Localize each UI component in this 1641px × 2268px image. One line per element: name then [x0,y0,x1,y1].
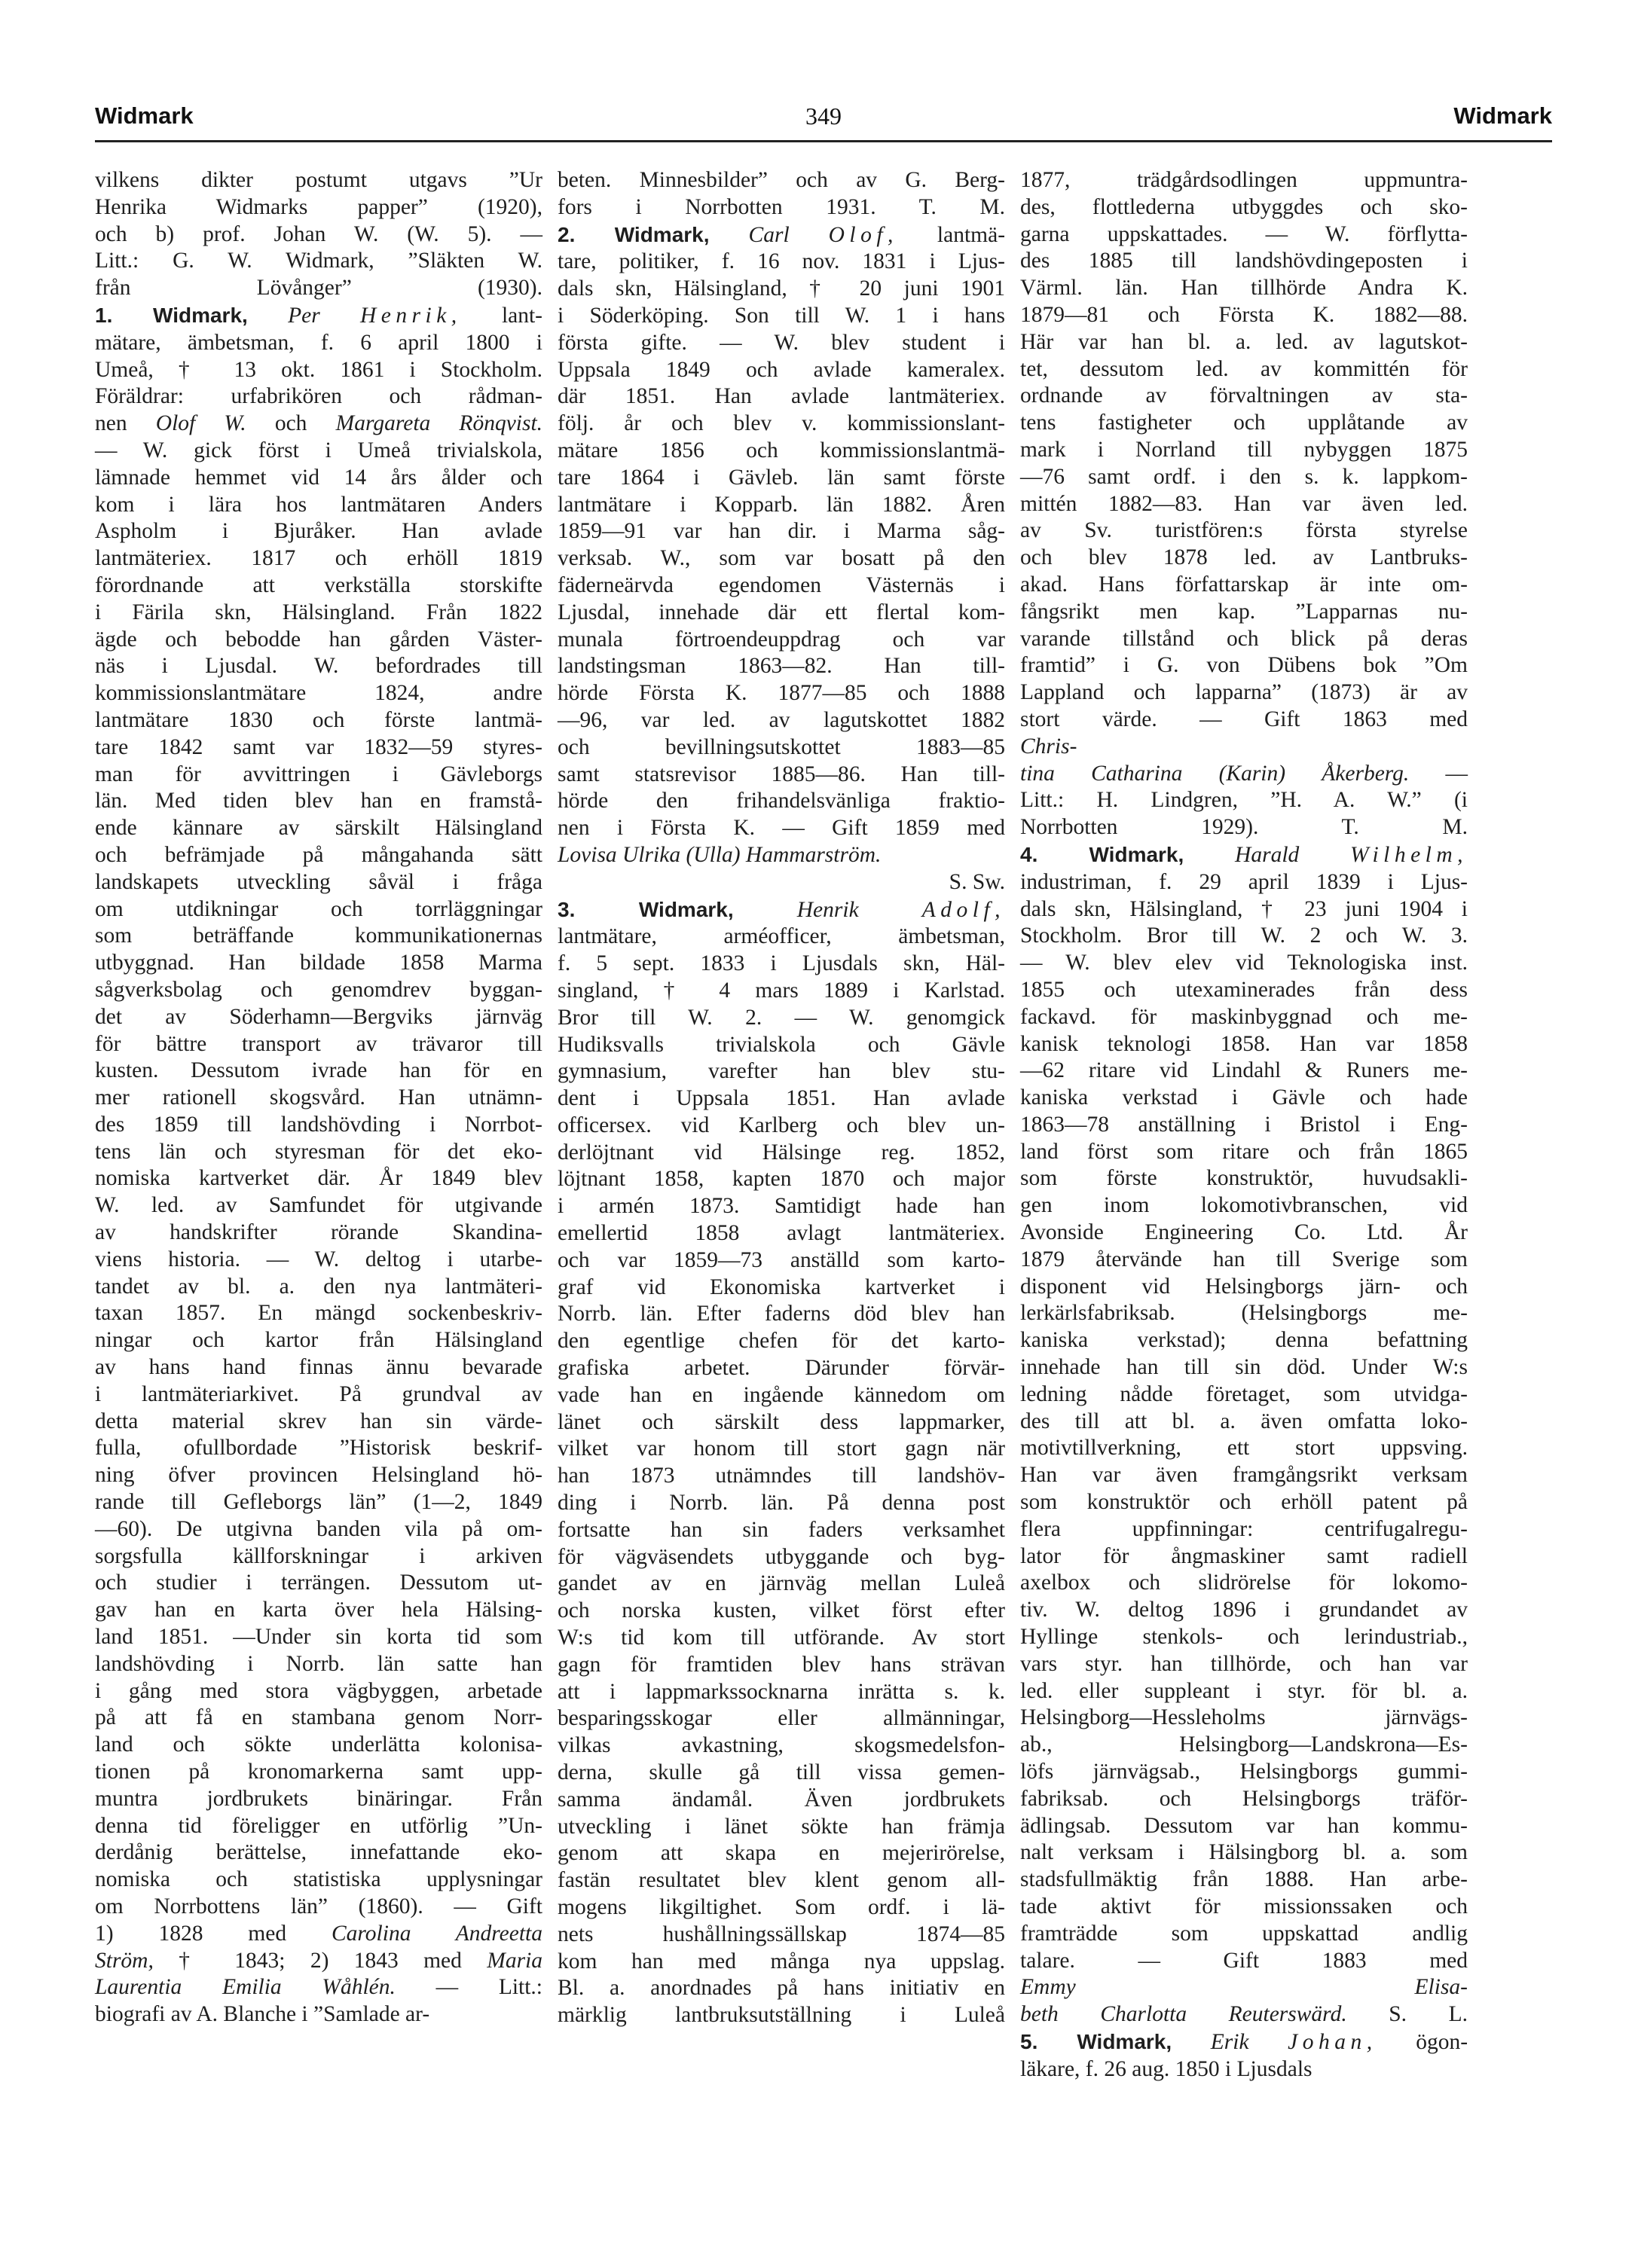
text-line: landstingsman 1863—82. Han till- [558,654,1005,679]
text-line: muntra jordbrukets binäringar. Från [95,1786,542,1811]
text-line: kaniska verkstad i Gävle och hade [1020,1085,1468,1110]
text-line: det av Söderhamn—Bergviks järnväg [95,1004,542,1029]
text-line: Hudiksvalls trivialskola och Gävle [558,1032,1005,1057]
entry-1-marriage-1: 1) 1828 med Carolina Andreetta [95,1921,543,1946]
entry-3-body [558,923,1005,2029]
text-line: verksab. W., som var bosatt på den [558,546,1005,571]
text-line: samma ändamål. Även jordbrukets [558,1787,1005,1812]
text-line: ägde och bebodde han gården Väster- [95,627,542,652]
text-line: — W. gick först i Umeå trivialskola, [95,438,542,462]
text-line: des, flottlederna utbyggdes och sko- [1020,194,1468,219]
text-line: följ. år och blev v. kommissionslant- [558,411,1005,436]
text-line: samt statsrevisor 1885—86. Han till- [558,762,1005,786]
text-line: Bror till W. 2. — W. genomgick [558,1005,1005,1030]
text-line: lator för ångmaskiner samt radiell [1020,1543,1468,1568]
running-header [95,96,1552,142]
text-line: län. Med tiden blev han en framstå- [95,789,542,813]
text-line: emellertid 1858 avlagt lantmäteriex. [558,1221,1005,1246]
text-line: Norrb. län. Efter faderns död blev han [558,1302,1005,1326]
text-line: Hyllinge stenkols- och lerindustriab., [1020,1625,1468,1650]
text-line: i Färila skn, Hälsingland. Från 1822 [95,600,542,624]
text-line: sorgsfulla källforskningar i arkiven [95,1543,542,1568]
text-line: man för avvittringen i Gävleborgs [95,762,542,786]
text-line: tionen på kronomarkerna samt upp- [95,1760,542,1784]
text-line: som beträffande kommunikationernas [95,923,542,948]
text-line: mogens likgiltighet. Som ordf. i lä- [558,1895,1005,1919]
text-line: industriman, f. 29 april 1839 i Ljus- [1020,869,1468,894]
text-line: W:s tid kom till utförande. Av stort [558,1625,1005,1650]
text-line: Avonside Engineering Co. Ltd. År [1020,1220,1468,1245]
text-line: landskapets utveckling såväl i fråga [95,869,542,894]
text-line: tare, politiker, f. 16 nov. 1831 i Ljus- [558,249,1005,274]
text-line: i gång med stora vägbyggen, arbetade [95,1678,542,1703]
text-line: ende kännare av särskilt Hälsingland [95,816,542,841]
text-line: Lappland och lapparna” (1873) är av [1020,680,1468,705]
header-left-title: Widmark [95,102,194,129]
entry-5-heading: 5. Widmark, Erik Johan, ögon- [1020,2029,1468,2054]
text-line: disponent vid Helsingborgs järn- och [1020,1274,1468,1299]
text-line: f. 5 sept. 1833 i Ljusdals skn, Häl- [558,951,1005,976]
text-line: gav han en karta över hela Hälsing- [95,1598,542,1622]
entry-4-body [1020,869,1468,1975]
text-line: löjtnant 1858, kapten 1870 och major [558,1167,1005,1192]
text-line: tiv. W. deltog 1896 i grundandet av [1020,1598,1468,1622]
entry-1-marriage-2: Ström, † 1843; 2) 1843 med Maria [95,1948,543,1973]
text-line: singland, † 4 mars 1889 i Karlstad. [558,978,1005,1003]
text-line: —60). De utgivna banden vila på om- [95,1516,542,1541]
text-line: beten. Minnesbilder” och av G. Berg- [558,168,1005,192]
text-line: som konstruktör och erhöll patent på [1020,1490,1468,1515]
text-line: ning öfver provincen Helsingland hö- [95,1463,542,1488]
text-line: vade han en ingående kännedom om [558,1382,1005,1407]
entry-3-heading: 3. Widmark, Henrik Adolf, [558,897,1006,922]
text-line: grafiska arbetet. Därunder förvär- [558,1356,1005,1381]
text-line: ordnande av förvaltningen av sta- [1020,383,1468,408]
text-line: —62 ritare vid Lindahl & Runers me- [1020,1058,1468,1083]
text-line: tet, dessutom led. av kommittén för [1020,356,1468,381]
text-line: hörde den frihandelsvänliga fraktio- [558,789,1005,813]
text-line: fabriksab. och Helsingborgs träför- [1020,1786,1468,1811]
text-line: att i lappmarkssocknarna inrätta s. k. [558,1679,1005,1704]
entry-2-heading: 2. Widmark, Carl Olof, lantmä- [558,222,1006,247]
text-line: Föräldrar: urfabrikören och rådman- [95,384,542,409]
text-line: des 1859 till landshövding i Norrbot- [95,1112,542,1137]
text-line: garna uppskattades. — W. förflytta- [1020,221,1468,246]
text-line: — W. blev elev vid Teknologiska inst. [1020,951,1468,975]
entry-1-signature-line: fors i Norrbotten 1931. T. M. [558,194,1006,219]
text-line: tens fastigheter och upplåtande av [1020,411,1468,435]
text-line: besparingsskogar eller allmänningar, [558,1706,1005,1731]
text-line: näs i Ljusdal. W. befordrades till [95,654,542,679]
text-line: hörde Första K. 1877—85 och 1888 [558,681,1005,706]
entry-4-spouse-line: Emmy Elisa- [1020,1975,1468,2000]
text-line: landshövding i Norrb. län satte han [95,1651,542,1676]
header-right-title: Widmark [1453,102,1552,129]
text-line: framträdde som uppskattad andlig [1020,1921,1468,1946]
entry-1-lines [95,330,542,411]
text-line: kanisk teknologi 1858. Han var 1858 [1020,1031,1468,1056]
text-line: i armén 1873. Samtidigt hade han [558,1194,1005,1219]
text-line: och befrämjade på mångahanda sätt [95,842,542,867]
text-line: tare 1842 samt var 1832—59 styres- [95,734,542,759]
text-line: munala förtroendeuppdrag och var [558,627,1005,652]
entry-4-signature: S. L. [1389,2002,1468,2027]
text-line: lantmätare 1830 och förste lantmä- [95,707,542,732]
text-line: länet och särskilt dess lappmarker, [558,1409,1005,1434]
text-line: tade aktivt för missionssaken och [1020,1894,1468,1918]
text-line: sågverksbolag och genomdrev byggan- [95,977,542,1002]
text-line: vilket var honom till stort gagn när [558,1436,1005,1461]
text-line: 1863—78 anställning i Bristol i Eng- [1020,1112,1468,1137]
text-line: mer rationell skogsvård. Han utnämn- [95,1085,542,1110]
text-line: och studier i terrängen. Dessutom ut- [95,1571,542,1595]
text-line: om utdikningar och torrläggningar [95,896,542,921]
text-line: W. led. av Samfundet för utgivande [95,1193,542,1218]
text-line: och norska kusten, vilket först efter [558,1598,1005,1623]
text-line: den egentlige chefen för det karto- [558,1329,1005,1354]
text-line: framtid” i G. von Dübens bok ”Om [1020,653,1468,678]
text-line: han 1873 utnämndes till landshöv- [558,1464,1005,1488]
column-3-intro [1020,167,1468,734]
text-line: för bättre transport av trävaror till [95,1031,542,1056]
page-number: 349 [805,102,842,130]
text-line: des till att bl. a. även omfatta loko- [1020,1409,1468,1433]
text-line: i lantmäteriarkivet. På grundval av [95,1381,542,1406]
text-line: märklig lantbruksutställning i Luleå [558,2003,1005,2028]
text-line: officersex. vid Karlberg och blev un- [558,1113,1005,1137]
entry-1-body [95,438,542,1921]
entry-3-signature: T. M. [1341,815,1468,840]
text-line: akad. Hans författarskap är inte om- [1020,572,1468,597]
text-line: Uppsala 1849 och avlade kameralex. [558,357,1005,382]
text-line: Stockholm. Bror till W. 2 och W. 3. [1020,923,1468,948]
text-line: lämnade hemmet vid 14 års ålder och [95,465,542,490]
text-line: av handskrifter rörande Skandina- [95,1220,542,1245]
text-line: derna, skulle gå till vissa gemen- [558,1760,1005,1785]
entry-1-heading: 1. Widmark, Per Henrik, lant- [95,303,542,328]
text-line: lantmäteriex. 1817 och erhöll 1819 [95,546,542,571]
text-line: av hans hand finnas ännu bevarade [95,1355,542,1380]
text-line: gandet av en järnväg mellan Luleå [558,1571,1005,1596]
text-line: dals skn, Hälsingland, † 20 juni 1901 [558,276,1005,301]
text-line: derdånig berättelse, innefattande eko- [95,1840,542,1865]
text-line: för vägväsendets utbyggande och byg- [558,1544,1005,1569]
text-line: lerkärlsfabriksab. (Helsingborgs me- [1020,1301,1468,1326]
text-line: Bl. a. anordnades på hans initiativ en [558,1976,1005,2001]
text-line: denna tid föreligger en utförlig ”Un- [95,1813,542,1838]
text-line: nen i Första K. — Gift 1859 med [558,816,1005,841]
text-line: där 1851. Han avlade lantmäteriex. [558,384,1005,409]
text-line: varande tillstånd och blick på deras [1020,626,1468,651]
text-line: ädlingsab. Dessutom var han kommu- [1020,1813,1468,1838]
text-line: vars styr. han tillhörde, och han var [1020,1651,1468,1676]
text-line: i Söderköping. Son till W. 1 i hans [558,303,1005,328]
entry-3-spouse-name: tina Catharina (Karin) Åkerberg. — [1020,761,1468,786]
entry-1-parents: nen Olof W. och Margareta Rönqvist. [95,411,543,436]
text-line: Ljusdal, innehade där ett flertal kom- [558,600,1005,624]
entry-3-spouse-line: Chris- [1020,734,1077,759]
column-1 [95,167,542,2028]
text-line: Värml. län. Han tillhörde Andra K. [1020,276,1468,301]
text-line: ding i Norrb. län. På denna post [558,1491,1005,1516]
text-line: Här var han bl. a. led. av lagutskot- [1020,329,1468,354]
text-line: mätare, ämbetsman, f. 6 april 1800 i [95,330,542,355]
text-line: taxan 1857. En mängd sockenbeskriv- [95,1301,542,1326]
text-line: tens län och styresman för det eko- [95,1139,542,1164]
text-line: land 1851. —Under sin korta tid som [95,1625,542,1650]
text-line: 1879—81 och Första K. 1882—88. [1020,302,1468,327]
text-line: av Sv. turistfören:s första styrelse [1020,518,1468,543]
text-line: land först som ritare och från 1865 [1020,1139,1468,1164]
text-line: 1855 och utexaminerades från dess [1020,977,1468,1002]
text-line: löfs järnvägsab., Helsingborgs gummi- [1020,1760,1468,1784]
text-line: kusten. Dessutom ivrade han för en [95,1058,542,1083]
text-line: led. eller suppleant i styr. för bl. a. [1020,1678,1468,1703]
text-line: fångsrikt men kap. ”Lapparnas nu- [1020,599,1468,624]
text-line: Helsingborg—Hessleholms järnvägs- [1020,1705,1468,1730]
text-line: ab., Helsingborg—Landskrona—Es- [1020,1732,1468,1757]
text-line: kaniska verkstad); denna befattning [1020,1328,1468,1353]
column-1-intro [95,167,542,302]
column-3 [1020,167,1468,2083]
entry-1-literature: biografi av A. Blanche i ”Samlade ar- [95,2002,430,2027]
text-line: nomiska kartverket där. År 1849 blev [95,1166,542,1191]
text-line: ledning nådde företaget, som utvidga- [1020,1381,1468,1406]
text-line: fortsatte han sin faders verksamhet [558,1517,1005,1542]
entry-4-heading: 4. Widmark, Harald Wilhelm, [1020,842,1468,867]
text-line: om Norrbottens län” (1860). — Gift [95,1894,542,1918]
text-line: och bevillningsutskottet 1883—85 [558,734,1005,759]
entry-5-line: läkare, f. 26 aug. 1850 i Ljusdals [1020,2056,1312,2081]
text-line: Henrika Widmarks papper” (1920), [95,194,542,219]
text-line: 1879 återvände han till Sverige som [1020,1247,1468,1271]
text-line: lantmätare, arméofficer, ämbetsman, [558,924,1005,949]
text-line: —96, var led. av lagutskottet 1882 [558,707,1005,732]
text-line: fackavd. för maskinbyggnad och me- [1020,1004,1468,1029]
text-line: detta material skrev han sin värde- [95,1409,542,1433]
text-line: motivtillverkning, ett stort uppsving. [1020,1436,1468,1461]
text-line: land och sökte underlätta kolonisa- [95,1732,542,1757]
column-2-intro [558,167,1005,194]
text-line: —76 samt ordf. i den s. k. lappkom- [1020,464,1468,489]
text-line: som förste konstruktör, huvudsakli- [1020,1166,1468,1191]
entry-1-marriage-3: Laurentia Emilia Wåhlén. — Litt.: [95,1975,542,2000]
text-line: nomiska och statistiska upplysningar [95,1867,542,1892]
text-line: fastän resultatet blev klent genom all- [558,1868,1005,1893]
text-line: mark i Norrland till nybyggen 1875 [1020,437,1468,462]
text-line: lantmätare i Kopparb. län 1882. Åren [558,492,1005,517]
entry-1-signature: T. M. [918,194,1006,219]
entry-3-literature: Litt.: H. Lindgren, ”H. A. W.” (i [1020,788,1468,813]
text-line: 1877, trädgårdsodlingen uppmuntra- [1020,168,1468,192]
text-line: mätare 1856 och kommissionslantmä- [558,438,1005,462]
text-line: stadsfullmäktig från 1888. Han arbe- [1020,1867,1468,1892]
text-line: Aspholm i Bjuråker. Han avlade [95,519,542,544]
text-line: dals skn, Hälsingland, † 23 juni 1904 i [1020,896,1468,921]
text-line: talare. — Gift 1883 med [1020,1948,1468,1973]
text-line: rande till Gefleborgs län” (1—2, 1849 [95,1490,542,1515]
text-line: dent i Uppsala 1851. Han avlade [558,1086,1005,1111]
text-line: nets hushållningssällskap 1874—85 [558,1922,1005,1946]
text-line: förordnande att verkställa storskifte [95,572,542,597]
text-line: Umeå, † 13 okt. 1861 i Stockholm. [95,357,542,382]
entry-2-signature: S. Sw. [949,869,1005,894]
text-line: fäderneärvda egendomen Västernäs i [558,572,1005,597]
text-line: och var 1859—73 anställd som karto- [558,1247,1005,1272]
text-line: utveckling i länet sökte han främja [558,1814,1005,1839]
entry-4-spouse-name: beth Charlotta Reuterswärd. S. L. [1020,2002,1468,2027]
entry-2-body [558,249,1005,842]
text-line: från Lövånger” (1930). [95,276,542,301]
text-line: första gifte. — W. blev student i [558,330,1005,355]
text-line: genom att skapa en mejerirörelse, [558,1841,1005,1866]
text-line: gen inom lokomotivbranschen, vid [1020,1193,1468,1218]
text-line: viens historia. — W. deltog i utarbe- [95,1247,542,1271]
entry-2-spouse: Lovisa Ulrika (Ulla) Hammarström. [558,842,882,867]
text-line: ningar och kartor från Hälsingland [95,1328,542,1353]
text-line: Litt.: G. W. Widmark, ”Släkten W. [95,249,542,273]
text-line: graf vid Ekonomiska kartverket i [558,1274,1005,1299]
text-line: des 1885 till landshövdingeposten i [1020,249,1468,273]
text-line: tare 1864 i Gävleb. län samt förste [558,465,1005,490]
text-line: på att få en stambana genom Norr- [95,1705,542,1730]
text-line: vilkas avkastning, skogsmedelsfon- [558,1733,1005,1758]
text-line: och b) prof. Johan W. (W. 5). — [95,221,542,246]
text-line: kommissionslantmätare 1824, andre [95,681,542,706]
text-line: stort värde. — Gift 1863 med [1020,707,1468,731]
text-line: 1859—91 var han dir. i Marma såg- [558,519,1005,544]
text-line: Han var även framgångsrikt verksam [1020,1463,1468,1488]
text-line: nalt verksam i Hälsingborg bl. a. som [1020,1840,1468,1865]
text-line: kom han med många nya uppslag. [558,1949,1005,1973]
text-line: innehade han till sin död. Under W:s [1020,1355,1468,1380]
entry-3-signature-line: Norrbotten 1929). T. M. [1020,815,1468,840]
text-line: flera uppfinningar: centrifugalregu- [1020,1516,1468,1541]
text-line: utbyggnad. Han bildade 1858 Marma [95,951,542,975]
text-line: och blev 1878 led. av Lantbruks- [1020,545,1468,570]
text-line: mittén 1882—83. Han var även led. [1020,491,1468,516]
text-line: vilkens dikter postumt utgavs ”Ur [95,168,542,192]
text-line: gagn för framtiden blev hans strävan [558,1652,1005,1677]
text-line: axelbox och slidrörelse för lokomo- [1020,1571,1468,1595]
text-line: kom i lära hos lantmätaren Anders [95,492,542,517]
text-line: gymnasium, varefter han blev stu- [558,1059,1005,1084]
text-line: tandet av bl. a. den nya lantmäteri- [95,1274,542,1299]
text-line: derlöjtnant vid Hälsinge reg. 1852, [558,1140,1005,1165]
column-2 [558,167,1005,2029]
text-line: fulla, ofullbordade ”Historisk beskrif- [95,1436,542,1461]
